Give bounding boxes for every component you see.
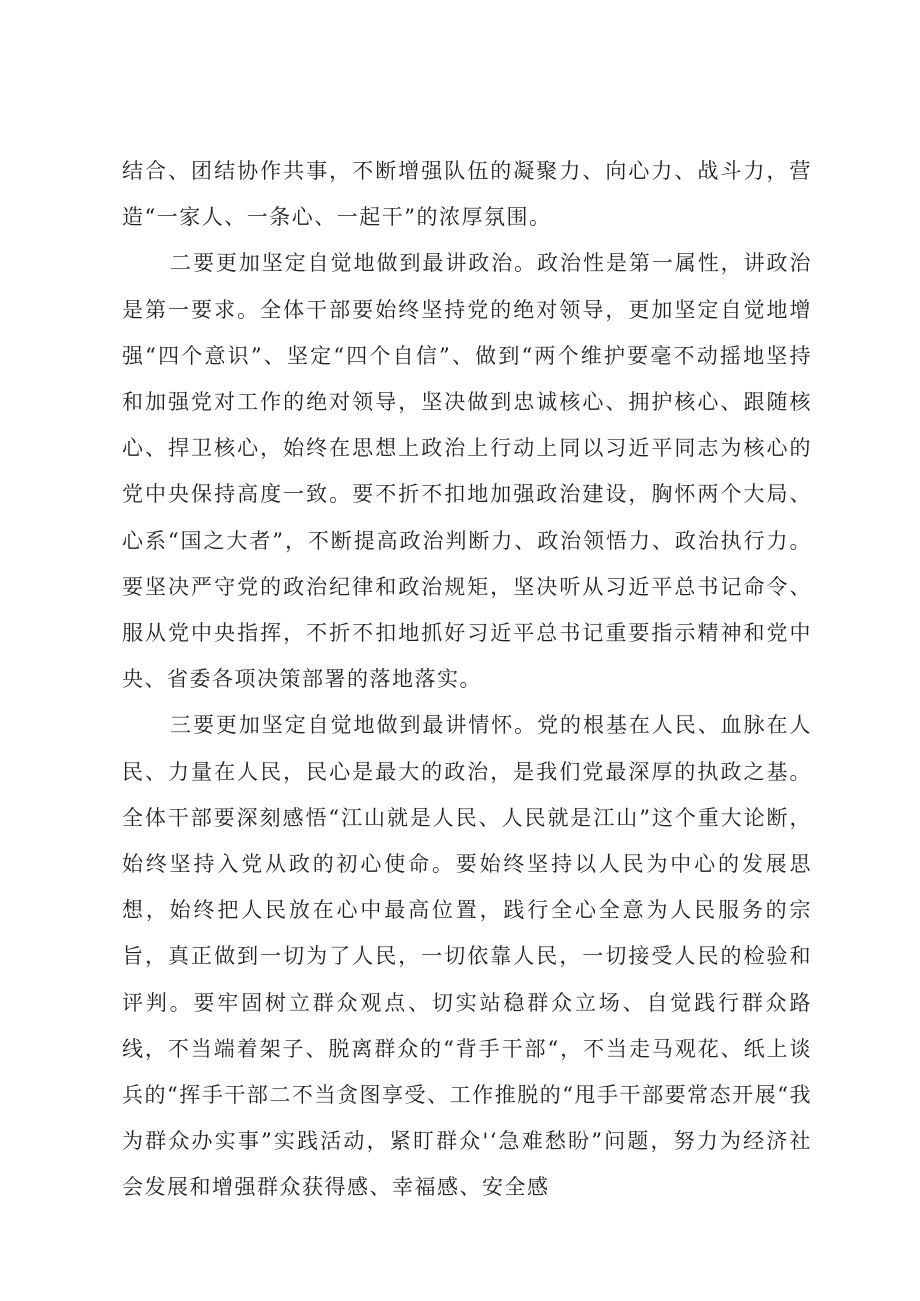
paragraph-1: 结合、团结协作共事，不断增强队伍的凝聚力、向心力、战斗力，营造“一家人、一条心、一起干”的浓厚氛围。 <box>122 159 812 230</box>
document-page <box>122 148 812 1211</box>
paragraph-3: 三要更加坚定自觉地做到最讲情怀。党的根基在人民、血脉在人民、力量在人民，民心是最大的政治，是我们党最深厚的执政之基。全体干部要深刻感悟“江山就是人民、人民就是江山”这个重大论断，始终坚持入党从政的初心使命。要始终坚持以人民为中心的发展思想，始终把人民放在心中最高位置，践行全心全意为人民服务的宗旨，真正做到一切为了人民，一切依靠人民，一切接受人民的检验和评判。要牢固树立群众观点、切实站稳群众立场、自觉践行群众路线，不当端着架子、脱离群众的“背手干部“，不当走马观花、纸上谈兵的“挥手干部二不当贪图享受、工作推脱的“甩手干部要常态开展“我为群众办实事”实践活动，紧盯群众'‘急难愁盼”问题，努力为经济社会发展和增强群众获得感、幸福感、安全感 <box>122 713 812 1200</box>
paragraph-2: 二要更加坚定自觉地做到最讲政治。政治性是第一属性，讲政治是第一要求。全体干部要始终坚持党的绝对领导，更加坚定自觉地增强“四个意识”、坚定“四个自信”、做到“两个维护要毫不动摇地坚持和加强党对工作的绝对领导，坚决做到忠诚核心、拥护核心、跟随核心、捍卫核心，始终在思想上政治上行动上同以习近平同志为核心的党中央保持高度一致。要不折不扣地加强政治建设，胸怀两个大局、心系“国之大者”，不断提高政治判断力、政治领悟力、政治执行力。要坚决严守党的政治纪律和政治规矩，坚决听从习近平总书记命令、服从党中央指挥，不折不扣地抓好习近平总书记重要指示精神和党中央、省委各项决策部署的落地落实。 <box>122 251 812 692</box>
